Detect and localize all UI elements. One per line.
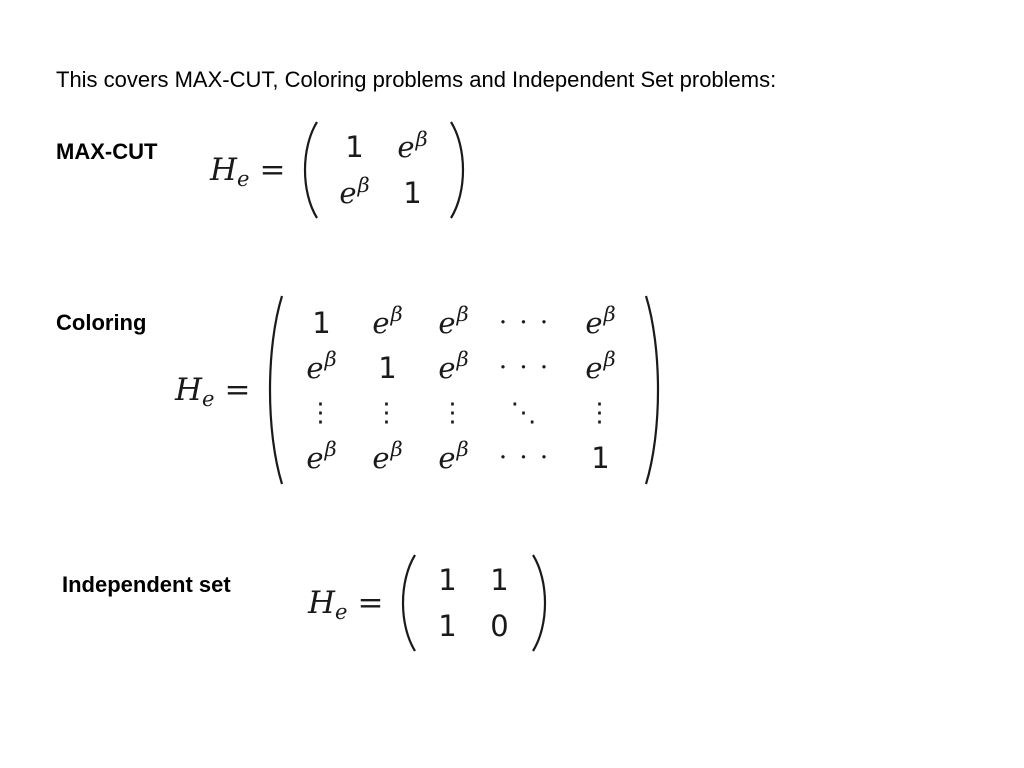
matrix-cell: $e^\beta$ — [397, 126, 428, 164]
matrix-cell: $e^\beta$ — [372, 437, 403, 475]
equals-sign: = — [259, 152, 286, 188]
right-paren — [448, 120, 470, 220]
right-paren — [530, 553, 552, 653]
matrix-cell: 1 — [438, 609, 457, 643]
matrix-cell: $e^\beta$ — [339, 172, 370, 210]
matrix — [320, 124, 448, 216]
matrix-cell: $e^\beta$ — [585, 347, 616, 385]
equals-sign: = — [357, 585, 384, 621]
matrix-cell: $e^\beta$ — [438, 302, 469, 340]
matrix-cell: 1 — [345, 130, 364, 164]
matrix-cell: $e^\beta$ — [306, 347, 337, 385]
matrix-cell: ⋮ — [439, 397, 468, 428]
matrix-cell: $e^\beta$ — [306, 437, 337, 475]
left-paren — [263, 294, 285, 486]
intro-text: This covers MAX-CUT, Coloring problems and Independent Set problems: — [56, 67, 777, 92]
matrix-cell: 1 — [438, 563, 457, 597]
matrix-cell: ⋮ — [373, 397, 402, 428]
matrix-cell: 1 — [378, 350, 397, 385]
matrix-cell: ⋱ — [510, 397, 539, 428]
right-paren — [643, 294, 665, 486]
matrix-cell: · · · — [498, 442, 551, 473]
formula-lhs: $H_e$ — [175, 372, 215, 412]
matrix — [285, 300, 643, 480]
matrix-cell: · · · — [498, 352, 551, 383]
independent-set-formula — [308, 553, 552, 653]
maxcut-label: MAX-CUT — [56, 139, 158, 164]
formula-lhs: $H_e$ — [210, 152, 250, 192]
matrix-cell: · · · — [498, 307, 551, 338]
matrix-cell: 1 — [591, 440, 610, 475]
coloring-formula — [175, 294, 665, 486]
matrix-cell: 0 — [490, 609, 509, 643]
matrix-cell: $e^\beta$ — [438, 437, 469, 475]
formula-lhs: $H_e$ — [308, 585, 348, 625]
matrix-cell: ⋮ — [307, 397, 336, 428]
independent-set-label: Independent set — [62, 572, 231, 597]
matrix-cell: $e^\beta$ — [438, 347, 469, 385]
matrix-cell: 1 — [312, 305, 331, 340]
matrix-cell: $e^\beta$ — [585, 302, 616, 340]
equals-sign: = — [224, 372, 251, 408]
left-paren — [298, 120, 320, 220]
matrix-cell: 1 — [403, 176, 422, 210]
matrix-cell: $e^\beta$ — [372, 302, 403, 340]
coloring-label: Coloring — [56, 310, 147, 335]
matrix-cell: ⋮ — [586, 397, 615, 428]
matrix — [418, 557, 530, 649]
matrix-cell: 1 — [490, 563, 509, 597]
maxcut-formula — [210, 120, 470, 220]
left-paren — [396, 553, 418, 653]
